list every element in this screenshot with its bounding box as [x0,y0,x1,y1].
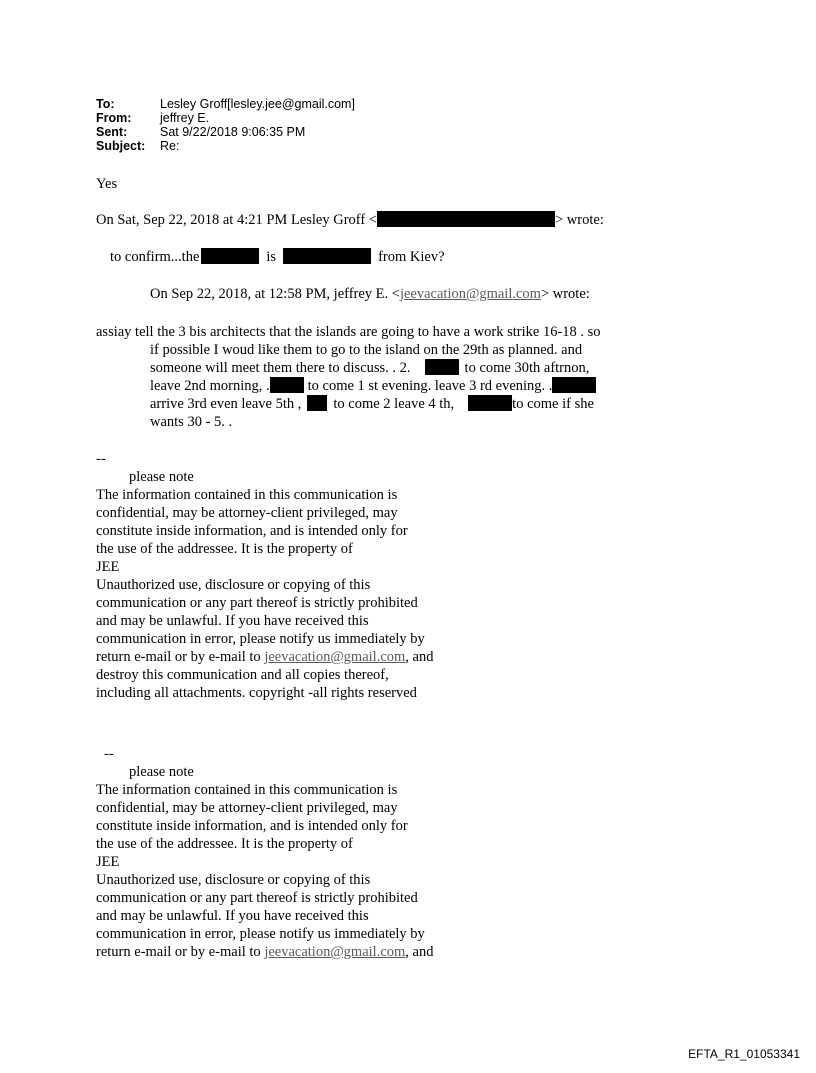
email-link[interactable]: jeevacation@gmail.com [399,286,541,302]
disclaimer-line: Unauthorized use, disclosure or copying of this [96,872,371,888]
sent-label: Sent: [96,125,128,139]
disclaimer-line: destroy this communication and all copies thereof, [96,667,389,683]
subject-value: Re: [160,139,180,153]
message-line-6: wants 30 - 5. . [150,414,233,430]
disclaimer-line: confidential, may be attorney-client privileged, may [96,800,398,816]
quote2-p3: from Kiev? [378,249,445,265]
message-line-4: leave 2nd morning, . to come 1 st evening. leave 3 rd evening. . [150,377,696,395]
disclaimer-line: the use of the addressee. It is the property of [96,541,353,557]
email-link[interactable]: jeevacation@gmail.com [264,944,406,960]
header-subject-row [96,139,355,153]
disclaimer-line: and may be unlawful. If you have received this [96,613,369,629]
disclaimer-line: constitute inside information, and is intended only for [96,523,408,539]
disclaimer-line: Unauthorized use, disclosure or copying of this [96,577,371,593]
subject-label: Subject: [96,139,146,153]
quote-line-2 [110,248,445,266]
header-to-row [96,97,355,111]
redaction-box [201,248,259,264]
disclaimer-block-1 [96,450,433,702]
from-label: From: [96,111,132,125]
disclaimer-line: JEE [96,854,120,870]
redaction-box [270,377,304,393]
disclaimer-line: communication or any part thereof is strictly prohibited [96,890,418,906]
quote-line-1 [96,211,604,229]
disclaimer-line: communication in error, please notify us immediately by [96,631,425,647]
disclaimer-dashes: -- [96,451,106,467]
disclaimer-line: return e-mail or by e-mail to jeevacation@gmail.com, and [96,649,434,665]
reply-text: Yes [96,176,118,192]
quote1-post: > wrote: [554,212,604,228]
quote2-p1: to confirm...the [110,249,200,265]
disclaimer-block-2 [96,745,433,961]
disclaimer-line: communication or any part thereof is strictly prohibited [96,595,418,611]
header-sent-row [96,125,355,139]
redaction-box [377,211,555,227]
document-id-footer: EFTA_R1_01053341 [688,1047,800,1061]
message-continuation [96,341,696,431]
disclaimer-note: please note [129,469,194,485]
message-line-2: if possible I woud like them to go to the island on the 29th as planned. and [150,342,583,358]
disclaimer-line: communication in error, please notify us immediately by [96,926,425,942]
quote1-pre: On Sat, Sep 22, 2018 at 4:21 PM Lesley Groff < [96,212,377,228]
disclaimer-dashes: -- [104,746,114,762]
disclaimer-line: including all attachments. copyright -all rights reserved [96,685,417,701]
disclaimer-note: please note [129,764,194,780]
disclaimer-line: confidential, may be attorney-client privileged, may [96,505,398,521]
quote3-post: > wrote: [540,286,590,302]
redaction-box [425,359,459,375]
to-value: Lesley Groff[lesley.jee@gmail.com] [160,97,355,111]
quote2-p2: is [266,249,277,265]
disclaimer-line: The information contained in this communication is [96,782,398,798]
quote-line-3 [150,285,590,303]
redaction-box [468,395,512,411]
email-link[interactable]: jeevacation@gmail.com [264,649,406,665]
sent-value: Sat 9/22/2018 9:06:35 PM [160,125,306,139]
disclaimer-line: and may be unlawful. If you have received this [96,908,369,924]
message-body [96,323,696,431]
disclaimer-line: The information contained in this communication is [96,487,398,503]
message-line-1: assiay tell the 3 bis architects that the islands are going to have a work strike 16-18 . so [96,324,601,340]
quote3-pre: On Sep 22, 2018, at 12:58 PM, jeffrey E. < [150,286,400,302]
disclaimer-line: return e-mail or by e-mail to jeevacation@gmail.com, and [96,944,434,960]
message-line-3: someone will meet them there to discuss. . 2. to come 30th aftrnon, [150,360,590,376]
disclaimer-line: JEE [96,559,120,575]
redaction-box [552,377,596,393]
to-label: To: [96,97,115,111]
email-header [96,97,355,153]
from-value: jeffrey E. [160,111,210,125]
redaction-box [307,395,327,411]
redaction-box [283,248,371,264]
header-from-row [96,111,355,125]
disclaimer-line: the use of the addressee. It is the property of [96,836,353,852]
disclaimer-line: constitute inside information, and is intended only for [96,818,408,834]
message-line-5: arrive 3rd even leave 5th , to come 2 leave 4 th, to come if she [150,396,594,412]
